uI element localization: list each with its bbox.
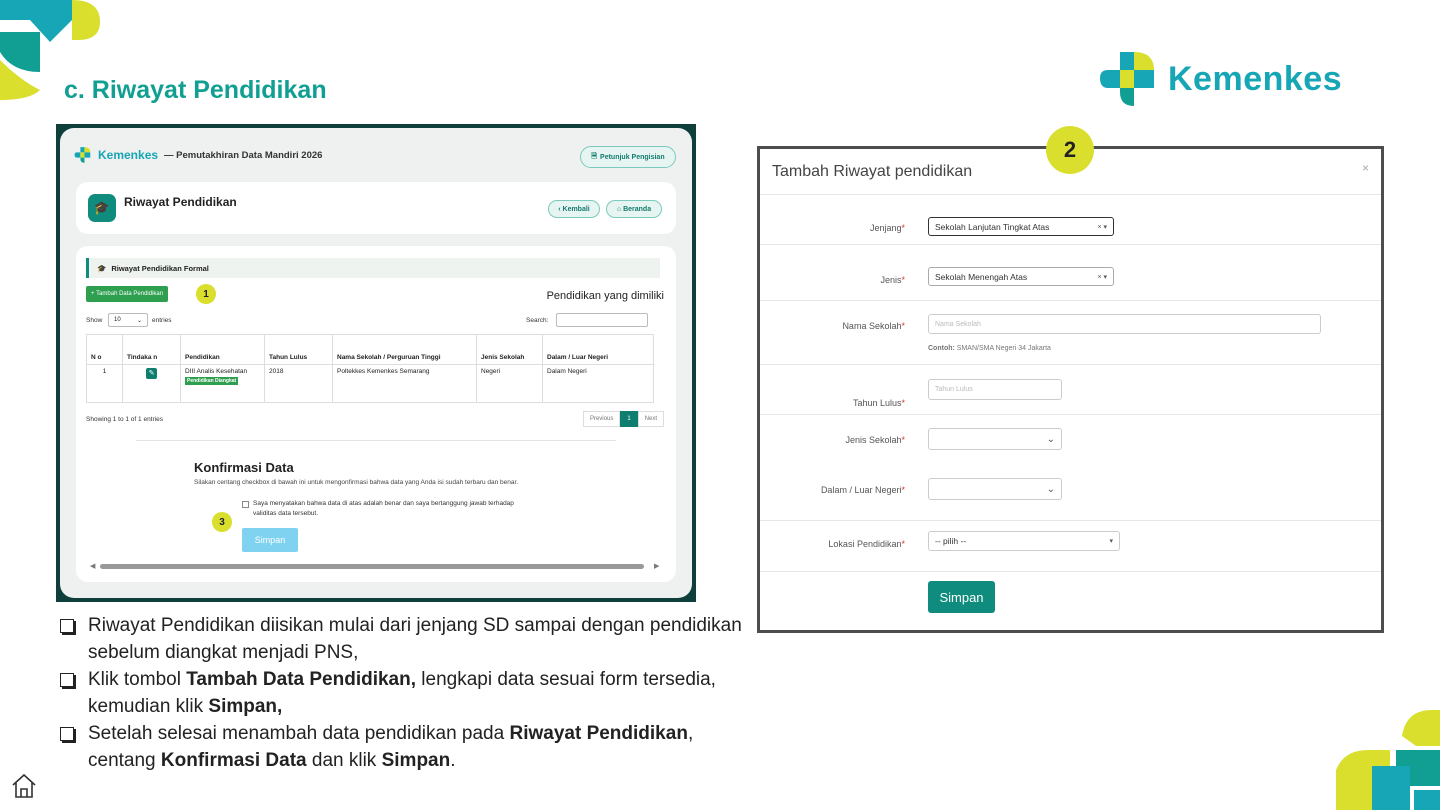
chevron-down-icon: ⌄: [1046, 483, 1055, 495]
app-brand: Kemenkes: [98, 148, 159, 162]
col-sekolah: Nama Sekolah / Perguruan Tinggi: [333, 335, 477, 365]
form-row-jenis-sekolah: [760, 414, 1381, 468]
kemenkes-logo: [1098, 50, 1342, 108]
edit-icon[interactable]: ✎: [146, 368, 157, 379]
table-header-row: [87, 335, 654, 365]
jenis-sekolah-label: Jenis Sekolah*: [845, 435, 905, 445]
konfirmasi-text: Silakan centang checkbox di bawah ini untuk mengonfirmasi bahwa data yang Anda isi sudah terbaru dan benar.: [194, 479, 519, 486]
pendidikan-name: DIII Analis Kesehatan: [185, 368, 248, 375]
modal-footer-divider: [760, 571, 1381, 572]
scroll-right-arrow[interactable]: ▶: [654, 563, 660, 570]
jenis-select[interactable]: [928, 267, 1114, 286]
show-label: Show: [86, 317, 103, 324]
nama-sekolah-placeholder: Nama Sekolah: [935, 320, 981, 328]
nama-sekolah-label: Nama Sekolah*: [842, 321, 905, 331]
kemenkes-logo-text: Kemenkes: [1168, 59, 1343, 98]
jenjang-label: Jenjang*: [869, 223, 905, 233]
kemenkes-logo-icon: [1098, 50, 1160, 108]
section-title: Riwayat Pendidikan Formal: [111, 263, 209, 273]
entries-select[interactable]: [108, 313, 148, 327]
step-badge-3: 3: [212, 512, 232, 532]
instruction-item: [60, 612, 750, 666]
confirm-checkbox[interactable]: [242, 501, 249, 508]
step-badge-2: 2: [1046, 126, 1094, 174]
document-icon: 🗎: [591, 152, 598, 160]
graduation-cap-icon: 🎓: [97, 263, 107, 273]
showing-info: Showing 1 to 1 of 1 entries: [86, 416, 163, 423]
back-button[interactable]: ‹ Kembali: [548, 200, 600, 218]
table-heading: Pendidikan yang dimiliki: [546, 290, 664, 302]
form-row-tahun-lulus: [760, 364, 1381, 414]
instruction-text-2: Klik tombol Tambah Data Pendidikan, lengkapi data sesuai form tersedia, kemudian klik Simpan,: [88, 669, 716, 717]
section-header: [86, 258, 660, 278]
chevron-down-icon: ▾: [1109, 538, 1113, 545]
content-card: [76, 246, 676, 582]
form-row-nama-sekolah: [760, 300, 1381, 364]
home-icon[interactable]: [10, 772, 38, 800]
kemenkes-small-icon: [74, 146, 92, 164]
lokasi-value: -- pilih --: [935, 536, 967, 546]
form-row-lokasi: [760, 520, 1381, 572]
dalam-luar-label: Dalam / Luar Negeri*: [820, 485, 905, 495]
search-label: Search:: [526, 317, 549, 324]
col-dalam: Dalam / Luar Negeri: [543, 335, 654, 365]
checkbox-bullet-icon: [60, 727, 74, 741]
cell-sekolah: Poltekkes Kemenkes Semarang: [333, 365, 477, 403]
dalam-luar-select[interactable]: [928, 478, 1062, 500]
form-row-jenjang: [760, 194, 1381, 244]
cell-pendidikan: [181, 365, 265, 403]
konfirmasi-title: Konfirmasi Data: [194, 460, 294, 475]
jenis-sekolah-select[interactable]: [928, 428, 1062, 450]
divider: [136, 440, 616, 441]
add-education-button[interactable]: + Tambah Data Pendidikan: [86, 286, 168, 302]
modal-title: Tambah Riwayat pendidikan: [772, 163, 973, 180]
app-window: [60, 128, 692, 598]
nama-sekolah-help: Contoh: SMAN/SMA Negeri 34 Jakarta: [928, 345, 1051, 352]
save-button[interactable]: Simpan: [242, 528, 298, 552]
lokasi-label: Lokasi Pendidikan*: [828, 539, 905, 549]
form-row-jenis: [760, 244, 1381, 300]
cell-action: [123, 365, 181, 403]
jenis-value: Sekolah Menengah Atas: [935, 271, 1028, 282]
page-1-button[interactable]: 1: [620, 411, 637, 427]
app-title: — Pemutakhiran Data Mandiri 2026: [164, 149, 323, 161]
slide-title: c. Riwayat Pendidikan: [64, 76, 327, 104]
step-badge-1: 1: [196, 284, 216, 304]
page-header-card: [76, 182, 676, 234]
checkbox-bullet-icon: [60, 619, 74, 633]
cell-tahun: 2018: [265, 365, 333, 403]
instruction-list: [60, 612, 750, 774]
help-button[interactable]: [580, 146, 676, 168]
instruction-item: [60, 666, 750, 720]
table-row: [87, 365, 654, 403]
screenshot-riwayat-pendidikan: [56, 124, 696, 602]
jenjang-value: Sekolah Lanjutan Tingkat Atas: [935, 221, 1050, 232]
home-button[interactable]: ⌂ Beranda: [606, 200, 662, 218]
clear-chevron-icon[interactable]: × ▾: [1097, 223, 1107, 231]
graduation-cap-icon: 🎓: [88, 194, 116, 222]
entries-value: 10: [114, 317, 121, 323]
cell-jenis: Negeri: [477, 365, 543, 403]
col-action: Tindaka n: [123, 335, 181, 365]
app-header: [74, 146, 322, 164]
next-button[interactable]: Next: [638, 411, 664, 427]
prev-button[interactable]: Previous: [583, 411, 620, 427]
cell-no: 1: [87, 365, 123, 403]
tahun-lulus-placeholder: Tahun Lulus: [935, 386, 973, 393]
jenjang-select[interactable]: [928, 217, 1114, 236]
entries-label: entries: [152, 317, 172, 324]
clear-chevron-icon[interactable]: × ▾: [1097, 273, 1107, 281]
tahun-lulus-label: Tahun Lulus*: [852, 398, 905, 408]
nama-sekolah-input[interactable]: [928, 314, 1321, 334]
scroll-left-arrow[interactable]: ◀: [90, 563, 96, 570]
form-row-dalam-luar: [760, 468, 1381, 520]
tambah-riwayat-modal: [757, 146, 1384, 633]
horizontal-scrollbar[interactable]: [100, 564, 644, 569]
close-icon[interactable]: ×: [1361, 161, 1369, 175]
tahun-lulus-input[interactable]: [928, 379, 1062, 400]
education-table: [86, 334, 654, 403]
col-jenis: Jenis Sekolah: [477, 335, 543, 365]
col-no: N o: [87, 335, 123, 365]
search-input[interactable]: [556, 313, 648, 327]
checkbox-bullet-icon: [60, 673, 74, 687]
chevron-down-icon: ⌄: [136, 318, 142, 324]
help-button-label: Petunjuk Pengisian: [600, 153, 665, 161]
jenis-label: Jenis*: [880, 275, 905, 285]
confirm-checkbox-label: Saya menyatakan bahwa data di atas adalah benar dan saya bertanggung jawab terhadap validitas data tersebut.: [253, 500, 514, 517]
pagination: [583, 411, 664, 427]
col-pendidikan: Pendidikan: [181, 335, 265, 365]
cell-dalam: Dalam Negeri: [543, 365, 654, 403]
chevron-down-icon: ⌄: [1046, 433, 1055, 445]
col-tahun: Tahun Lulus: [265, 335, 333, 365]
corner-decoration-bottom-right: [1336, 706, 1440, 810]
instruction-text-3: Setelah selesai menambah data pendidikan pada Riwayat Pendidikan, centang Konfirmasi Data dan klik Simpan.: [88, 723, 694, 771]
status-badge: Pendidikan Diangkat: [187, 378, 237, 384]
instruction-item: [60, 720, 750, 774]
instruction-text-1: Riwayat Pendidikan diisikan mulai dari jenjang SD sampai dengan pendidikan sebelum diangkat menjadi PNS,: [88, 615, 742, 663]
page-title: Riwayat Pendidikan: [124, 195, 237, 209]
modal-save-button[interactable]: Simpan: [928, 581, 995, 613]
lokasi-select[interactable]: [928, 531, 1120, 551]
